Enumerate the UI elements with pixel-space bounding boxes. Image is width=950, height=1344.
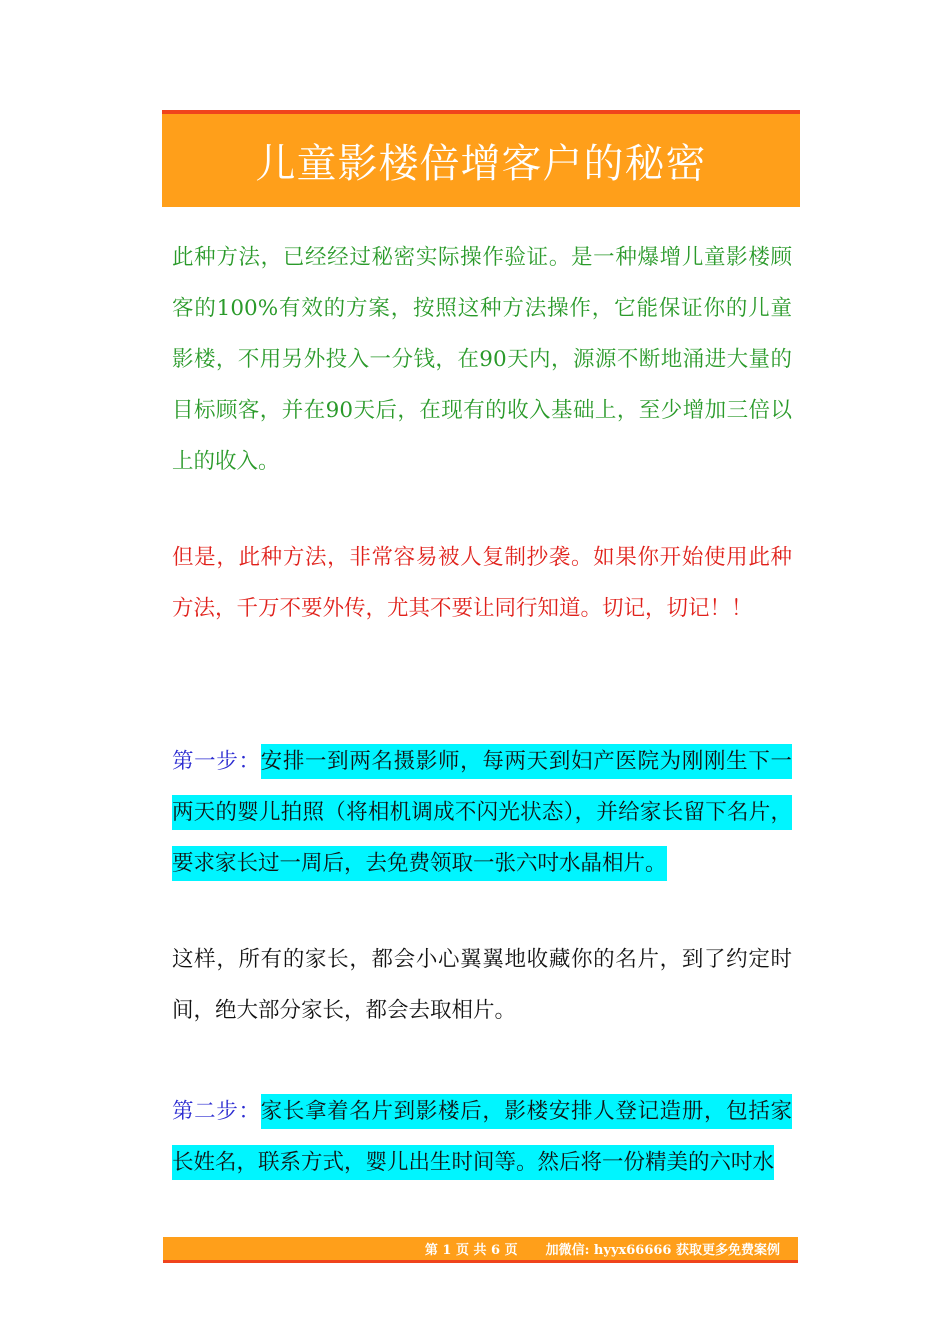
intro-paragraph: 此种方法，已经经过秘密实际操作验证。是一种爆增儿童影楼顾客的100%有效的方案，按照这种方法操作，它能保证你的儿童影楼，不用另外投入一分钱，在90天内，源源不断地涌进大量的目标顾客，并在90天后，在现有的收入基础上，至少增加三倍以上的收入。	[172, 245, 792, 474]
page-indicator: 第 1 页 共 6 页	[424, 1243, 518, 1258]
step-two-label: 第二步：	[172, 1099, 261, 1124]
step-one-paragraph	[172, 736, 792, 889]
step-two-text: 家长拿着名片到影楼后，影楼安排人登记造册，包括家长姓名，联系方式，婴儿出生时间等。然后将一份精美的六吋水	[172, 1094, 792, 1180]
note-paragraph: 这样，所有的家长，都会小心翼翼地收藏你的名片，到了约定时间，绝大部分家长，都会去取相片。	[172, 947, 792, 1023]
footer-promo: 加微信: hyyx66666 获取更多免费案例	[545, 1243, 780, 1258]
footer-bar	[163, 1237, 798, 1263]
warning-paragraph: 但是，此种方法，非常容易被人复制抄袭。如果你开始使用此种方法，千万不要外传，尤其不要让同行知道。切记，切记！！	[172, 545, 792, 621]
title-banner	[162, 110, 800, 207]
step-one-label: 第一步：	[172, 749, 261, 774]
step-two-paragraph	[172, 1086, 792, 1188]
step-one-text: 安排一到两名摄影师，每两天到妇产医院为刚刚生下一两天的婴儿拍照（将相机调成不闪光状态），并给家长留下名片，要求家长过一周后，去免费领取一张六吋水晶相片。	[172, 744, 792, 881]
page-title: 儿童影楼倍增客户的秘密	[255, 141, 707, 187]
